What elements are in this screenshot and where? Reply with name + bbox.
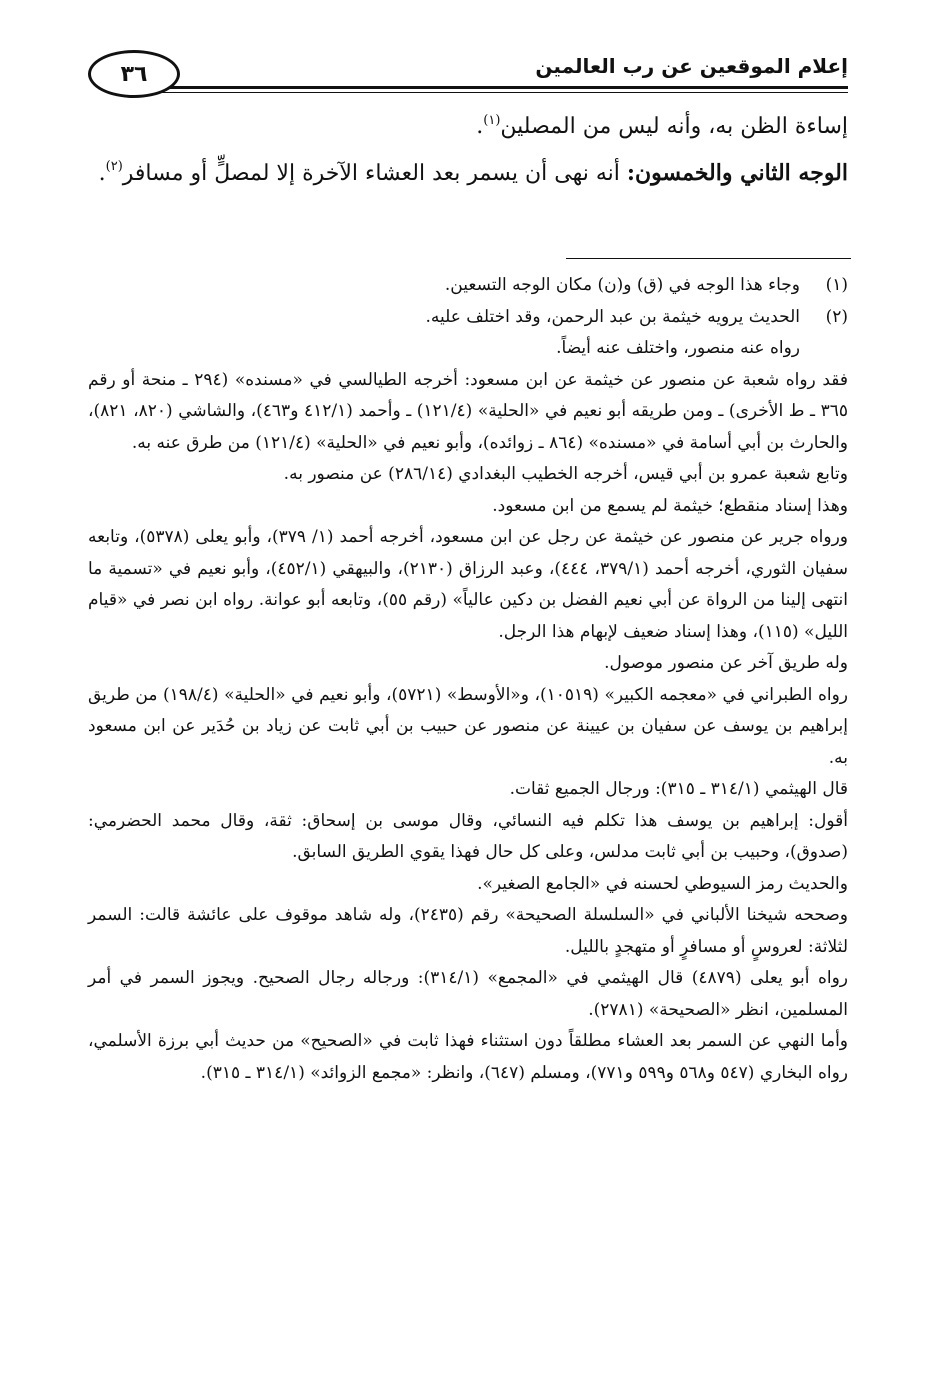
footnote-para [88, 648, 848, 680]
footnote-text: قال الهيثمي (٣١٤/١ ـ ٣١٥): ورجال الجميع ثقات. [509, 779, 848, 799]
footnote-text: وهذا إسناد منقطع؛ خيثمة لم يسمع من ابن مسعود. [492, 495, 848, 516]
footnote-num [88, 302, 848, 334]
footnote-ind [88, 333, 848, 365]
footnote-text: أقول: إبراهيم بن يوسف هذا تكلم فيه النسائي، وقال موسى بن إسحاق: ثقة، وقال محمد الحضرمي: (صدوق)، وحبيب بن أبي ثابت مدلس، وعلى كل حال فهذا يقوي الطريق السابق. [88, 810, 848, 862]
footnote-ref-2[interactable]: (٢) [105, 159, 123, 174]
footnote-text: رواه الطبراني في «معجمه الكبير» (١٠٥١٩)، و«الأوسط» (٥٧٢١)، وأبو نعيم في «الحلية» (١٩٨/٤) من طريق إبراهيم بن يوسف عن سفيان بن عيينة عن منصور عن حبيب بن أبي ثابت عن زياد بن حُدَير عن ابن مسعود به. [88, 684, 849, 768]
section-heading: الوجه الثاني والخمسون: [626, 160, 848, 186]
footnote-para [88, 459, 848, 491]
footnote-text: رواه أبو يعلى (٤٨٧٩) قال الهيثمي في «المجمع» (٣١٤/١): ورجاله رجال الصحيح. ويجوز السمر في أمر المسلمين، انظر «الصحيحة» (٢٧٨١). [88, 968, 849, 1020]
footnote-text: رواه عنه منصور، واختلف عنه أيضاً. [556, 338, 800, 358]
page-header [88, 38, 848, 98]
main-end-2: . [98, 161, 106, 186]
footnote-number: (١) [825, 275, 848, 295]
footnote-text: وصححه شيخنا الألباني في «السلسلة الصحيحة» رقم (٢٤٣٥)، وله شاهد موقوف على عائشة قالت: السمر لثلاثة: لعروسٍ أو مسافرٍ أو متهجدٍ بالليل. [88, 905, 848, 957]
footnote-para [88, 522, 848, 648]
footnote-num [88, 270, 848, 302]
main-text-2: أنه نهى أن يسمر بعد العشاء الآخرة إلا لمصلٍّ أو مسافر [122, 161, 627, 186]
main-text [88, 108, 848, 193]
footnote-number: (٢) [825, 306, 848, 327]
main-paragraph-1 [88, 108, 848, 146]
running-title: إعلام الموقعين عن رب العالمين [535, 54, 848, 78]
footnote-text: وتابع شعبة عمرو بن أبي قيس، أخرجه الخطيب البغدادي (٢٨٦/١٤) عن منصور به. [283, 464, 848, 484]
footnote-text: وأما النهي عن السمر بعد العشاء مطلقاً دون استثناء فهذا ثابت في «الصحيح» من حديث أبي برزة الأسلمي، رواه البخاري (٥٤٧ و٥٦٨ و٥٩٩ و٧٧١)، ومسلم (٦٤٧)، وانظر: «مجمع الزوائد» (٣١٤/١ ـ ٣١٥). [88, 1031, 848, 1083]
footnote-text: والحديث رمز السيوطي لحسنه في «الجامع الصغير». [477, 873, 848, 894]
footnote-text: ورواه جرير عن منصور عن خيثمة عن رجل عن ابن مسعود، أخرجه أحمد (١/ ٣٧٩)، وأبو يعلى (٥٣٧٨)، وتابعه سفيان الثوري، أخرجه أحمد (٣٧٩/١، ٤٤٤)، وعبد الرزاق (٢١٣٠)، والبيهقي (٤٥٢/١)، وأبو نعيم في «تسمية ما انتهى إلينا من الرواة عن أبي نعيم الفضل بن دكين عالياً» (رقم ٥٥)، وتابعه أبو عوانة. رواه ابن نصر في «قيام الليل» (١١٥)، وهذا إسناد ضعيف لإبهام هذا الرجل. [88, 527, 849, 642]
footnote-para [88, 963, 848, 1026]
footnote-text: وله طريق آخر عن منصور موصول. [604, 653, 848, 673]
footnote-para [88, 680, 848, 775]
footnote-para [88, 774, 848, 806]
footnote-text: وجاء هذا الوجه في (ق) و(ن) مكان الوجه التسعين. [444, 275, 800, 295]
footnotes [88, 270, 848, 1089]
footnote-para [88, 491, 848, 523]
header-rule-thick [138, 86, 848, 89]
main-end-1: . [476, 114, 484, 139]
footnote-ref-1[interactable]: (١) [483, 113, 501, 128]
footnote-para [88, 806, 848, 869]
footnote-para [88, 900, 848, 963]
footnote-divider [566, 258, 851, 259]
footnote-para [88, 1026, 848, 1089]
footnote-text: فقد رواه شعبة عن منصور عن خيثمة عن ابن مسعود: أخرجه الطيالسي في «مسنده» (٢٩٤ ـ منحة أو رقم ٣٦٥ ـ ط الأخرى) ـ ومن طريقه أبو نعيم في «الحلية» (١٢١/٤) ـ وأحمد (٤١٢/١ و٤٦٣)، والشاشي (٨٢٠، ٨٢١)، والحارث بن أبي أسامة في «مسنده» (٨٦٤ ـ زوائده)، وأبو نعيم في «الحلية» (١٢١/٤) من طرق عنه به. [88, 369, 849, 453]
footnote-text: الحديث يرويه خيثمة بن عبد الرحمن، وقد اختلف عليه. [425, 306, 800, 327]
header-rule-thin [138, 92, 848, 93]
main-paragraph-2 [88, 154, 848, 193]
footnote-para [88, 365, 848, 460]
page-number-badge: ٣٦ [88, 50, 180, 98]
main-text-1: إساءة الظن به، وأنه ليس من المصلين [500, 114, 848, 139]
footnote-para [88, 869, 848, 901]
